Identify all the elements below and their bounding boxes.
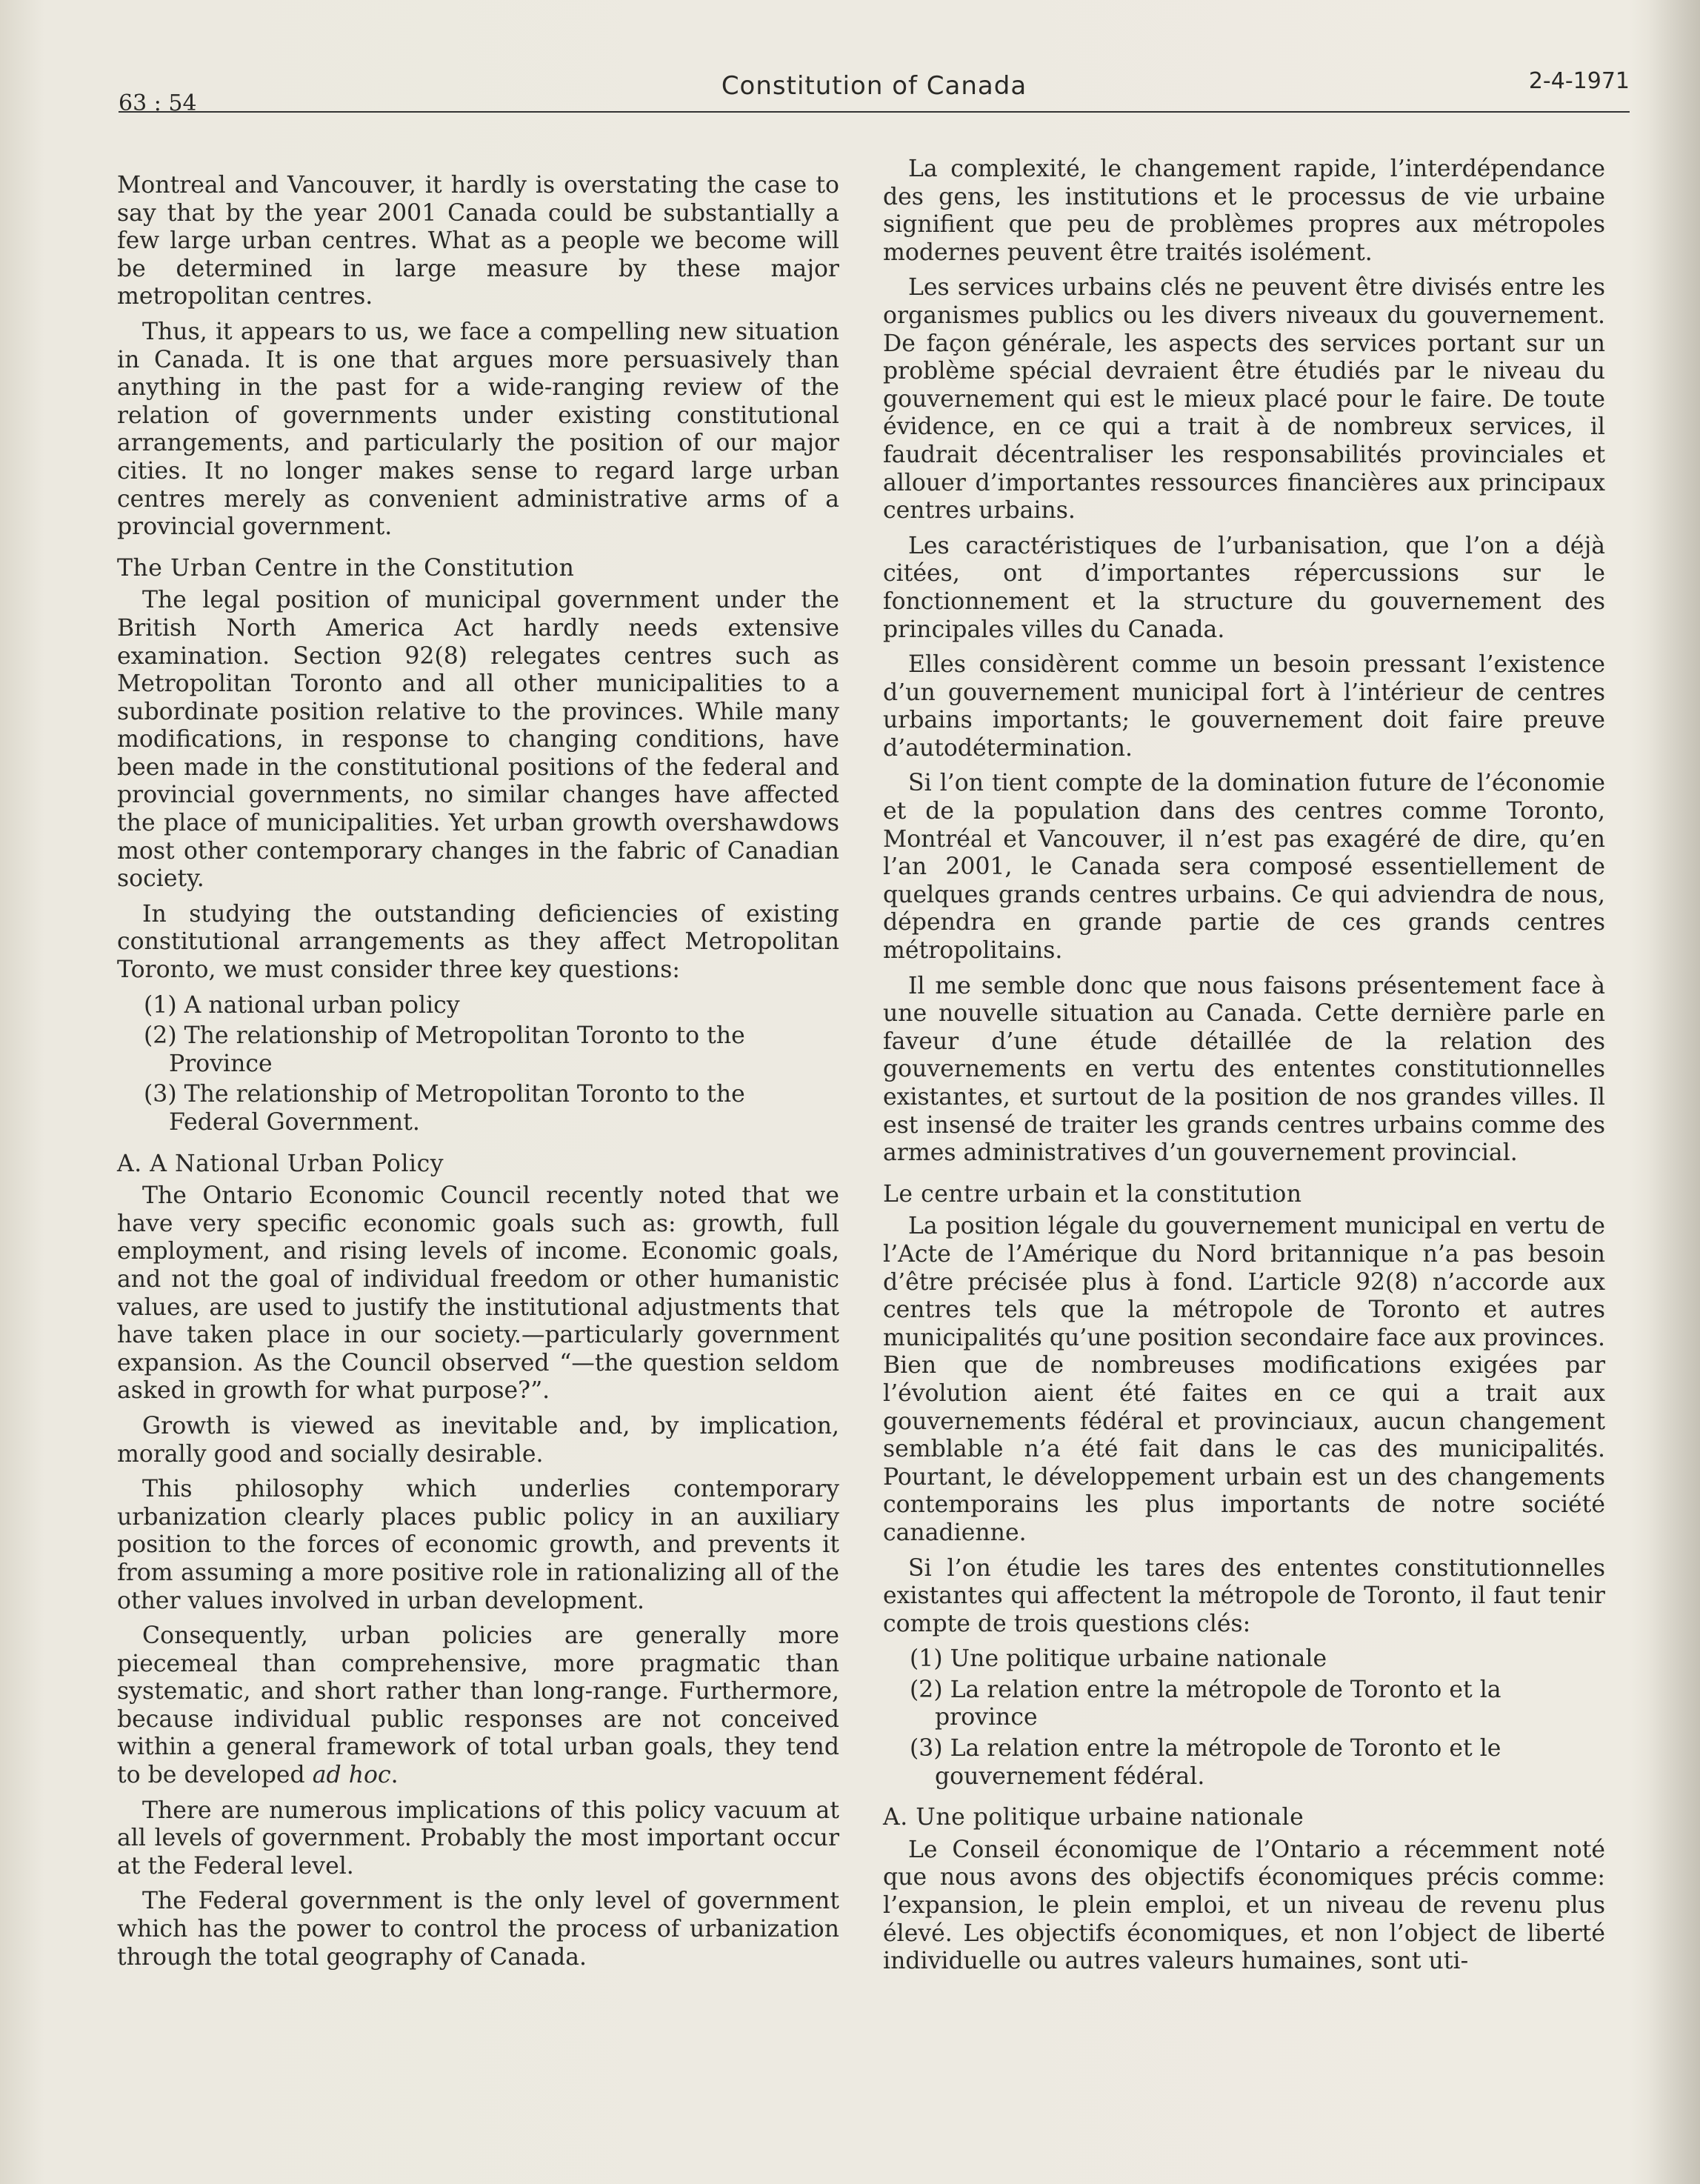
page-edge-shadow [1648, 0, 1700, 2184]
list-number: (3) [144, 1081, 177, 1108]
paragraph: The Federal government is the only level of government which has the power to control the process of urbanization through the total geography of Canada. [117, 1888, 839, 1971]
paragraph: Les caractéristiques de l’urbanisation, que l’on a déjà citées, ont d’importantes répercussions sur le fonctionnement et la structure du gouvernement des principales villes du Canada. [883, 532, 1605, 643]
section-heading: Le centre urbain et la constitution [883, 1180, 1302, 1208]
paragraph: Montreal and Vancouver, it hardly is overstating the case to say that by the year 2001 Canada could be substantially a few large urban centres. What as a people we become will be determined in large measure by these major metropolitan centres. [117, 172, 839, 310]
paragraph: Si l’on tient compte de la domination future de l’économie et de la population dans des centres comme Toronto, Montréal et Vancouver, il n’est pas exagéré de dire, qu’en l’an 2001, le Canada sera composé essentiellement de quelques grands centres urbains. Ce qui adviendra de nous, dépendra en grande partie de ces grands centres métropolitains. [883, 770, 1605, 965]
paragraph: Il me semble donc que nous faisons présentement face à une nouvelle situation au Canada. Cette dernière parle en faveur d’une étude détaillée de la relation des gouvernements en vertu des ententes constitutionnelles existantes, et surtout de la position de nos grandes villes. Il est insensé de traiter les grands centres urbains comme des armes administratives d’un gouvernement provincial. [883, 972, 1605, 1167]
page-number: 63 : 54 [119, 90, 197, 116]
paragraph: La position légale du gouvernement municipal en vertu de l’Acte de l’Amérique du Nord britannique n’a pas besoin d’être précisée plus à fond. L’article 92(8) n’accorde aux centres tels que la métropole de Toronto et autres municipalités qu’une position secondaire face aux provinces. Bien que de nombreuses modifications exigées par l’évolution aient été faites en ce qui a trait aux gouvernements fédéral et provinciaux, aucun changement semblable n’a été fait dans le cas des municipalités. Pourtant, le développement urbain est un des changements contemporains les plus importants de notre société canadienne. [883, 1213, 1605, 1546]
french-column [883, 156, 1605, 1983]
section-heading: The Urban Centre in the Constitution [117, 554, 575, 582]
paragraph: Elles considèrent comme un besoin pressant l’existence d’un gouvernement municipal fort à l’intérieur de centres urbains importants; le gouvernement doit faire preuve d’autodétermination. [883, 651, 1605, 762]
list-number: (2) [144, 1022, 177, 1050]
list-text: A national urban policy [184, 991, 460, 1019]
italic-term: ad hoc [312, 1762, 391, 1789]
list-text: The relationship of Metropolitan Toronto to the Province [169, 1022, 745, 1077]
paragraph: Si l’on étudie les tares des ententes constitutionnelles existantes qui affectent la métropole de Toronto, il faut tenir compte de trois questions clés: [883, 1554, 1605, 1637]
list-item [883, 1735, 1605, 1791]
section-heading: A. A National Urban Policy [117, 1150, 444, 1177]
paragraph-end: . [390, 1762, 399, 1789]
paragraph [117, 1622, 839, 1790]
english-column [117, 172, 839, 1979]
paragraph: Les services urbains clés ne peuvent être divisés entre les organismes publics ou les divers niveaux du gouvernement. De façon générale, les aspects des services portant sur un problème spécial devraient être étudiés par le niveau du gouvernement qui est le mieux placé pour le faire. De toute évidence, en ce qui a trait à de nombreux services, il faudrait décentraliser les responsabilités provinciales et allouer d’importantes ressources financières aux principaux centres urbains. [883, 274, 1605, 525]
list-number: (2) [910, 1676, 943, 1703]
paragraph: Le Conseil économique de l’Ontario a récemment noté que nous avons des objectifs économiques précis comme: l’expansion, le plein emploi, et un niveau de revenu plus élevé. Les objectifs économiques, et non l’object de liberté individuelle ou autres valeurs humaines, sont uti- [883, 1836, 1605, 1975]
list-item [117, 1022, 839, 1078]
list-item [883, 1645, 1605, 1674]
paragraph: There are numerous implications of this policy vacuum at all levels of government. Probably the most important occur at the Federal level. [117, 1797, 839, 1880]
paragraph: In studying the outstanding deficiencies of existing constitutional arrangements as they affect Metropolitan Toronto, we must consider three key questions: [117, 900, 839, 984]
list-text: La relation entre la métropole de Toronto et la province [935, 1676, 1501, 1731]
list-text: Une politique urbaine nationale [950, 1645, 1327, 1673]
list-item [117, 992, 839, 1020]
section-heading: A. Une politique urbaine nationale [883, 1804, 1304, 1831]
running-title: Constitution of Canada [721, 71, 1027, 101]
list-text: La relation entre la métropole de Toronto et le gouvernement fédéral. [935, 1735, 1501, 1790]
paragraph: Growth is viewed as inevitable and, by implication, morally good and socially desirable. [117, 1412, 839, 1468]
paragraph-text: Consequently, urban policies are generally more piecemeal than comprehensive, more pragmatic than systematic, and short rather than long-range. Furthermore, because individual public responses are not conceived within a general framework of total urban goals, they tend to be developed [117, 1622, 839, 1789]
paragraph: This philosophy which underlies contemporary urbanization clearly places public policy in an auxiliary position to the forces of economic growth, and prevents it from assuming a more positive role in rationalizing all of the other values involved in urban development. [117, 1476, 839, 1614]
list-item [117, 1081, 839, 1136]
paragraph: La complexité, le changement rapide, l’interdépendance des gens, les institutions et le processus de vie urbaine signifient que peu de problèmes propres aux métropoles modernes peuvent être traités isolément. [883, 156, 1605, 266]
paragraph: The Ontario Economic Council recently noted that we have very specific economic goals such as: growth, full employment, and rising levels of income. Economic goals, and not the goal of individual freedom or other humanistic values, are used to justify the institutional adjustments that have taken place in our society.—particularly government expansion. As the Council observed “—the question seldom asked in growth for what purpose?”. [117, 1182, 839, 1405]
list-text: The relationship of Metropolitan Toronto to the Federal Government. [169, 1081, 745, 1136]
header-date: 2-4-1971 [1528, 68, 1630, 94]
list-number: (1) [144, 991, 177, 1019]
list-number: (1) [910, 1645, 943, 1673]
paragraph: The legal position of municipal government under the British North America Act hardly needs extensive examination. Section 92(8) relegates centres such as Metropolitan Toronto and all other municipalities to a subordinate position relative to the provinces. While many modifications, in response to changing conditions, have been made in the constitutional positions of the federal and provincial governments, no similar changes have affected the place of municipalities. Yet urban growth overshawdows most other contemporary changes in the fabric of Canadian society. [117, 587, 839, 893]
page-header [119, 68, 1630, 121]
list-item [883, 1677, 1605, 1732]
header-rule [119, 111, 1630, 113]
paragraph: Thus, it appears to us, we face a compelling new situation in Canada. It is one that argues more persuasively than anything in the past for a wide-ranging review of the relation of governments under existing constitutional arrangements, and particularly the position of our major cities. It no longer makes sense to regard large urban centres merely as convenient administrative arms of a provincial government. [117, 318, 839, 541]
list-number: (3) [910, 1735, 943, 1762]
